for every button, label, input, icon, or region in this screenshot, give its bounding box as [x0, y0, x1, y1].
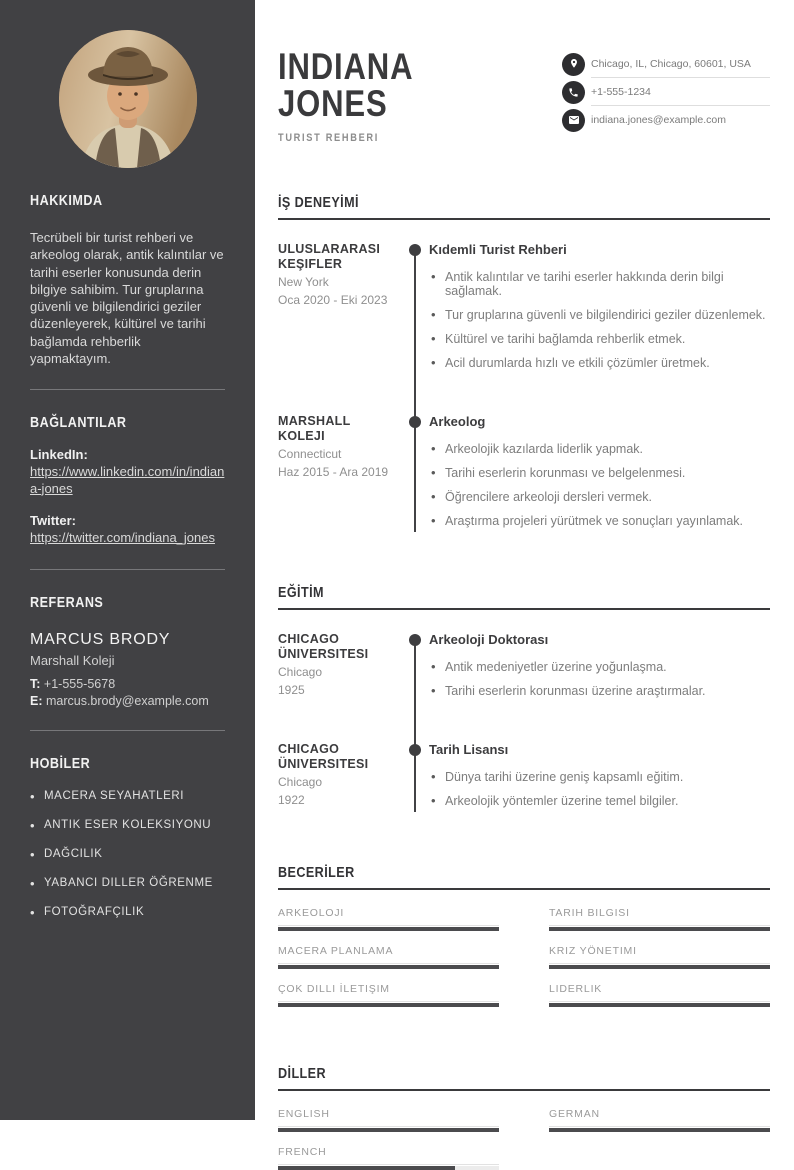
language-label: ENGLISH: [278, 1108, 499, 1127]
main-content: [255, 0, 794, 1158]
hobby-item: • YABANCI DILLER ÖĞRENME: [30, 877, 225, 889]
skill-bar: [549, 965, 770, 969]
linkedin-label: LinkedIn:: [30, 447, 88, 463]
reference-phone-value: +1-555-5678: [43, 676, 116, 691]
school-location: Chicago: [278, 774, 323, 789]
section-rule: [278, 1089, 770, 1091]
language-bar-fill: [278, 1128, 499, 1132]
page-title: [278, 48, 562, 122]
bullet-item: • Antik kalıntılar ve tarihi eserler hakkında derin bilgi sağlamak.: [429, 270, 770, 298]
hobbies-section: [30, 755, 225, 918]
languages-heading: DİLLER: [278, 1065, 327, 1082]
reference-heading: REFERANS: [30, 593, 104, 611]
about-heading: HAKKIMDA: [30, 192, 103, 209]
company-location: Connecticut: [278, 446, 342, 461]
school-location: Chicago: [278, 664, 323, 679]
bullet-item: • Antik medeniyetler üzerine yoğunlaşma.: [429, 660, 770, 674]
contact-email: indiana.jones@example.com: [591, 114, 726, 126]
company-dates: Haz 2015 - Ara 2019: [278, 464, 389, 479]
reference-email-label: E:: [30, 693, 43, 708]
degree-title: Arkeoloji Doktorası: [429, 632, 549, 647]
skill-label: KRIZ YÖNETIMI: [549, 945, 770, 964]
skill-bar: [549, 1003, 770, 1007]
language-item: [278, 1108, 499, 1132]
role-bullets: [429, 442, 770, 528]
header: [278, 48, 770, 144]
language-item: [549, 1108, 770, 1132]
twitter-link-group: [30, 513, 225, 547]
role-bullets: [429, 270, 770, 370]
timeline-dot: [409, 634, 421, 646]
languages-section: [278, 1065, 770, 1170]
education-entry-meta: [278, 742, 415, 818]
reference-phone-label: T:: [30, 676, 41, 691]
hobby-item: • ANTIK ESER KOLEKSIYONU: [30, 819, 225, 831]
timeline-dot: [409, 744, 421, 756]
contact-location: Chicago, IL, Chicago, 60601, USA: [591, 57, 751, 70]
bullet-item: • Acil durumlarda hızlı ve etkili çözümler üretmek.: [429, 356, 770, 370]
skill-item: [549, 983, 770, 1007]
skill-item: [278, 983, 499, 1007]
location-icon: [562, 53, 585, 76]
skill-bar-fill: [549, 927, 770, 931]
language-bar: [549, 1128, 770, 1132]
hobby-list: [30, 790, 225, 918]
language-item: [278, 1146, 499, 1170]
role-title: Kıdemli Turist Rehberi: [429, 242, 567, 257]
avatar-illustration: [59, 30, 197, 168]
education-entry: [278, 632, 770, 708]
experience-entry: [278, 414, 770, 538]
sidebar-divider: [30, 569, 225, 570]
timeline-dot: [409, 416, 421, 428]
linkedin-link-group: [30, 447, 225, 497]
experience-entry-meta: [278, 414, 415, 538]
email-icon: [562, 109, 585, 132]
contact-phone: +1-555-1234: [591, 85, 651, 98]
company-location: New York: [278, 274, 329, 289]
skill-bar: [278, 965, 499, 969]
sidebar: [0, 0, 255, 1120]
hobby-item: • MACERA SEYAHATLERI: [30, 790, 225, 802]
language-bar-fill: [278, 1166, 455, 1170]
degree-bullets: [429, 660, 770, 698]
experience-entry-meta: [278, 242, 415, 380]
degree-bullets: [429, 770, 770, 808]
skill-bar-fill: [549, 965, 770, 969]
experience-entry: [278, 242, 770, 380]
bullet-item: • Arkeolojik yöntemler üzerine temel bilgiler.: [429, 794, 770, 808]
experience-section: [278, 194, 770, 538]
skill-label: ÇOK DILLI İLETIŞIM: [278, 983, 499, 1002]
skill-bar-fill: [278, 965, 499, 969]
reference-email-value: marcus.brody@example.com: [45, 693, 209, 708]
section-rule: [278, 888, 770, 890]
skill-label: TARIH BILGISI: [549, 907, 770, 926]
education-entry-meta: [278, 632, 415, 708]
experience-heading: İŞ DENEYİMİ: [278, 194, 359, 211]
company-name: ULUSLARARASI KEŞIFLER: [278, 242, 381, 271]
language-bar-fill: [549, 1128, 770, 1132]
reference-phone: [30, 677, 225, 691]
language-bar: [278, 1128, 499, 1132]
role-title: Arkeolog: [429, 414, 486, 429]
experience-timeline: [278, 242, 770, 538]
bullet-item: • Tur gruplarına güvenli ve bilgilendirici geziler düzenlemek.: [429, 308, 770, 322]
bullet-item: • Araştırma projeleri yürütmek ve sonuçları yayınlamak.: [429, 514, 770, 528]
bullet-item: • Tarihi eserlerin korunması ve belgelenmesi.: [429, 466, 770, 480]
school-name: CHICAGO ÜNIVERSITESI: [278, 742, 369, 771]
experience-entry-body: [415, 242, 770, 380]
reference-email: [30, 694, 225, 708]
twitter-label: Twitter:: [30, 513, 76, 529]
skill-item: [278, 945, 499, 969]
education-section: [278, 584, 770, 818]
skill-bar-fill: [278, 1003, 499, 1007]
bullet-item: • Tarihi eserlerin korunması üzerine araştırmalar.: [429, 684, 770, 698]
skill-bar-fill: [278, 927, 499, 931]
education-heading: EĞİTİM: [278, 584, 324, 601]
skill-label: LIDERLIK: [549, 983, 770, 1002]
education-entry-body: [415, 742, 770, 818]
skill-bar: [278, 927, 499, 931]
skill-item: [549, 945, 770, 969]
experience-entry-body: [415, 414, 770, 538]
education-entry: [278, 742, 770, 818]
skill-bar: [549, 927, 770, 931]
language-label: FRENCH: [278, 1146, 499, 1165]
language-label: GERMAN: [549, 1108, 770, 1127]
twitter-url[interactable]: https://twitter.com/indiana_jones: [30, 530, 215, 546]
skill-bar: [278, 1003, 499, 1007]
education-timeline: [278, 632, 770, 818]
language-bar: [278, 1166, 499, 1170]
contact-block: [562, 50, 770, 144]
links-section: [30, 414, 225, 570]
language-item-empty: [549, 1146, 770, 1170]
hobby-item: • DAĞCILIK: [30, 848, 225, 860]
profile-photo: [59, 30, 197, 168]
school-dates: 1922: [278, 792, 305, 807]
reference-section: [30, 594, 225, 731]
skills-section: [278, 864, 770, 1007]
contact-email-row: [562, 106, 770, 134]
bullet-item: • Kültürel ve tarihi bağlamda rehberlik etmek.: [429, 332, 770, 346]
skill-label: ARKEOLOJI: [278, 907, 499, 926]
bullet-item: • Öğrencilere arkeoloji dersleri vermek.: [429, 490, 770, 504]
links-heading: BAĞLANTILAR: [30, 414, 127, 432]
about-section: [30, 192, 225, 390]
linkedin-url[interactable]: https://www.linkedin.com/in/indiana-jones: [30, 464, 225, 496]
skill-grid: [278, 907, 770, 1007]
school-name: CHICAGO ÜNIVERSITESI: [278, 632, 369, 661]
first-name: INDIANA: [278, 46, 414, 87]
job-title: TURIST REHBERI: [278, 132, 380, 144]
hobbies-heading: HOBİLER: [30, 754, 91, 772]
bullet-item: • Arkeolojik kazılarda liderlik yapmak.: [429, 442, 770, 456]
skill-label: MACERA PLANLAMA: [278, 945, 499, 964]
reference-org: Marshall Koleji: [30, 652, 115, 668]
skill-item: [278, 907, 499, 931]
name-block: [278, 48, 562, 144]
skill-item: [549, 907, 770, 931]
skill-bar-fill: [549, 1003, 770, 1007]
hobby-item: • FOTOĞRAFÇILIK: [30, 906, 225, 918]
section-rule: [278, 218, 770, 220]
contact-location-row: [562, 50, 770, 78]
company-dates: Oca 2020 - Eki 2023: [278, 292, 388, 307]
degree-title: Tarih Lisansı: [429, 742, 509, 757]
sidebar-divider: [30, 730, 225, 731]
sidebar-divider: [30, 389, 225, 390]
about-text: Tecrübeli bir turist rehberi ve arkeolog olarak, antik kalıntılar ve tarihi eserler konusunda derin bilgiye sahibim. Tur gruplarına güvenli ve bilgilendirici geziler düzenleyerek, kültürel ve tarihi bağlamda rehberlik yapmaktayım.: [30, 230, 224, 367]
timeline-dot: [409, 244, 421, 256]
bullet-item: • Dünya tarihi üzerine geniş kapsamlı eğitim.: [429, 770, 770, 784]
company-name: MARSHALL KOLEJI: [278, 414, 351, 443]
contact-phone-row: [562, 78, 770, 106]
section-rule: [278, 608, 770, 610]
language-grid: [278, 1108, 770, 1170]
education-entry-body: [415, 632, 770, 708]
skills-heading: BECERİLER: [278, 864, 355, 881]
reference-name: MARCUS BRODY: [30, 630, 171, 648]
last-name: JONES: [278, 83, 388, 124]
school-dates: 1925: [278, 682, 305, 697]
phone-icon: [562, 81, 585, 104]
